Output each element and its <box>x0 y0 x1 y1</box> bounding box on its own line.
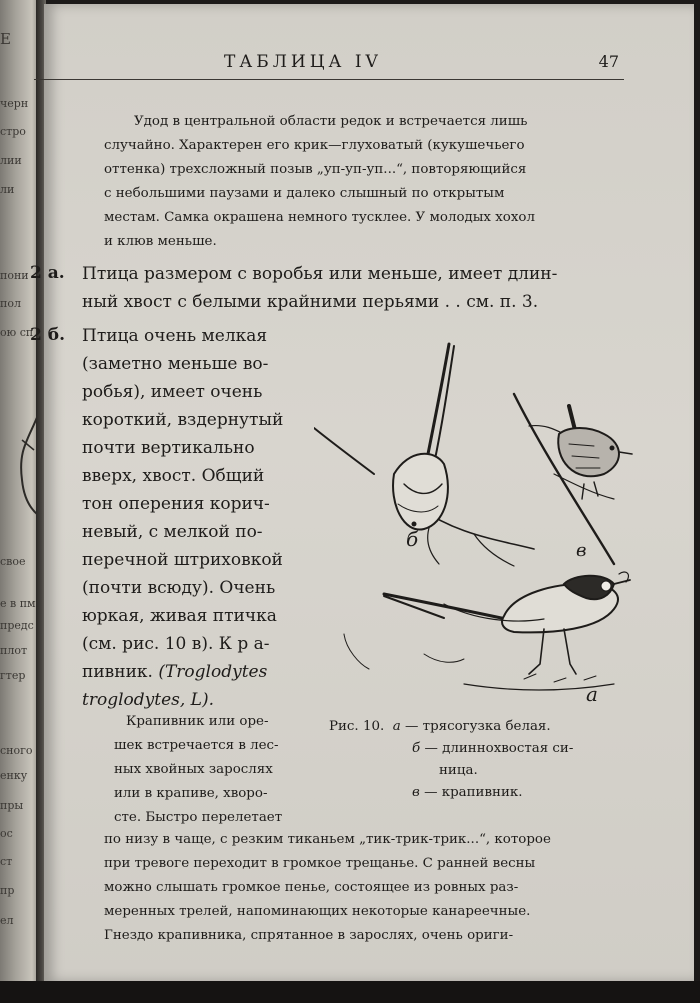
text-line: вверх, хвост. Общий <box>82 466 265 486</box>
text-line: и клюв меньше. <box>104 234 217 249</box>
text-line: робья), имеет очень <box>82 382 263 402</box>
left-fragment: Е <box>0 30 11 48</box>
left-fragment: плот <box>0 644 28 657</box>
text-line: оттенка) трехсложный позыв „уп-уп-уп...“, повторяющийся <box>104 162 527 177</box>
paragraph-hoopoe <box>104 110 624 254</box>
left-fragment: черн <box>0 97 29 110</box>
paragraph-wren-bottom <box>104 828 634 948</box>
left-fragment: ст <box>0 855 13 868</box>
key-2a: 2 а. <box>30 263 65 283</box>
text-line: Птица размером с воробья или меньше, имеет длин- <box>82 264 558 284</box>
left-fragment: предс <box>0 619 34 632</box>
text-line: тон оперения корич- <box>82 494 270 514</box>
left-fragment: ел <box>0 914 14 927</box>
page-number: 47 <box>598 52 619 71</box>
text-line: (см. рис. 10 в). К р а- <box>82 634 270 654</box>
figure-caption <box>329 716 551 738</box>
text-line: или в крапиве, хворо- <box>114 786 268 801</box>
text-line: при тревоге переходит в громкое трещанье. С ранней весны <box>104 856 536 871</box>
left-fragment: пони <box>0 269 29 282</box>
text-line: ных хвойных зарослях <box>114 762 273 777</box>
text-line: юркая, живая птичка <box>82 606 277 626</box>
caption-text-v: — крапивник. <box>424 785 523 800</box>
text-line: Птица очень мелкая <box>82 326 268 346</box>
header-rule <box>34 79 624 80</box>
text-line: почти вертикально <box>82 438 255 458</box>
text-line: можно слышать громкое пенье, состоящее из ровных раз- <box>104 880 519 895</box>
figure-caption-b2 <box>439 760 478 782</box>
left-fragment: енку <box>0 769 28 782</box>
item-2a-text <box>82 260 557 316</box>
text-line: сте. Быстро перелетает <box>114 810 283 825</box>
text-line: (почти всюду). Очень <box>82 578 276 598</box>
left-fragment: ли <box>0 183 15 196</box>
text-line: местам. Самка окрашена немного тусклее. У молодых хохол <box>104 210 535 225</box>
left-fragment: свое <box>0 555 26 568</box>
left-fragment: пол <box>0 297 21 310</box>
text-line: шек встречается в лес- <box>114 738 279 753</box>
left-fragment: лии <box>0 154 22 167</box>
text-line: меренных трелей, напоминающих некоторые канареечные. <box>104 904 531 919</box>
text-line: перечной штриховкой <box>82 550 283 570</box>
caption-fig: Рис. 10. <box>329 719 385 734</box>
left-fragment: стро <box>0 125 26 138</box>
text-line: Гнездо крапивника, спрятанное в зарослях, очень ориги- <box>104 928 514 943</box>
latin-name: (Troglodytes <box>158 662 268 682</box>
text-line: невый, с мелкой по- <box>82 522 263 542</box>
caption-text-b2: ница. <box>439 763 478 778</box>
figure-caption-v <box>412 782 523 804</box>
left-fragment: пр <box>0 884 15 897</box>
text-line: Удод в центральной области редок и встречается лишь <box>134 114 528 129</box>
item-2b-text <box>82 322 312 714</box>
text-line: по низу в чаще, с резким тиканьем „тик-трик-трик...“, которое <box>104 832 551 847</box>
adjacent-page-edge <box>0 0 40 1003</box>
text-line <box>82 658 312 686</box>
book-page <box>30 4 694 982</box>
left-fragment: гтер <box>0 669 26 682</box>
figure-label-b: б <box>406 527 419 551</box>
left-fragment: сного <box>0 744 33 757</box>
caption-letter-b: б <box>412 741 421 756</box>
figure-label-a: а <box>586 682 598 706</box>
key-2b: 2 б. <box>30 325 66 345</box>
text-line: Крапивник или оре- <box>126 714 269 729</box>
caption-text-a: — трясогузка белая. <box>405 719 551 734</box>
background-edge <box>0 981 700 1003</box>
left-fragment: е в пм <box>0 597 36 610</box>
paragraph-wren-left <box>114 710 326 830</box>
running-header <box>44 52 694 76</box>
caption-letter-v: в <box>412 785 420 800</box>
text-line: случайно. Характерен его крик—глуховатый (кукушечьего <box>104 138 525 153</box>
bird-illustration <box>314 334 634 706</box>
figure-caption-b <box>412 738 573 760</box>
left-fragment: пры <box>0 799 24 812</box>
page-title: ТАБЛИЦА IV <box>224 52 382 72</box>
caption-letter-a: а <box>392 719 401 734</box>
latin-name: troglodytes, L). <box>82 690 214 710</box>
figure-label-v: в <box>576 540 587 561</box>
text-line: с небольшими паузами и далеко слышный по открытым <box>104 186 505 201</box>
text-line: (заметно меньше во- <box>82 354 269 374</box>
text-line: ный хвост с белыми крайними перьями . . см. п. 3. <box>82 292 539 312</box>
left-fragment: ос <box>0 827 13 840</box>
caption-text-b: — длиннохвостая си- <box>424 741 574 756</box>
wren-name: пивник. <box>82 662 153 682</box>
text-line: короткий, вздернутый <box>82 410 284 430</box>
left-fragment: ою сп <box>0 326 34 339</box>
